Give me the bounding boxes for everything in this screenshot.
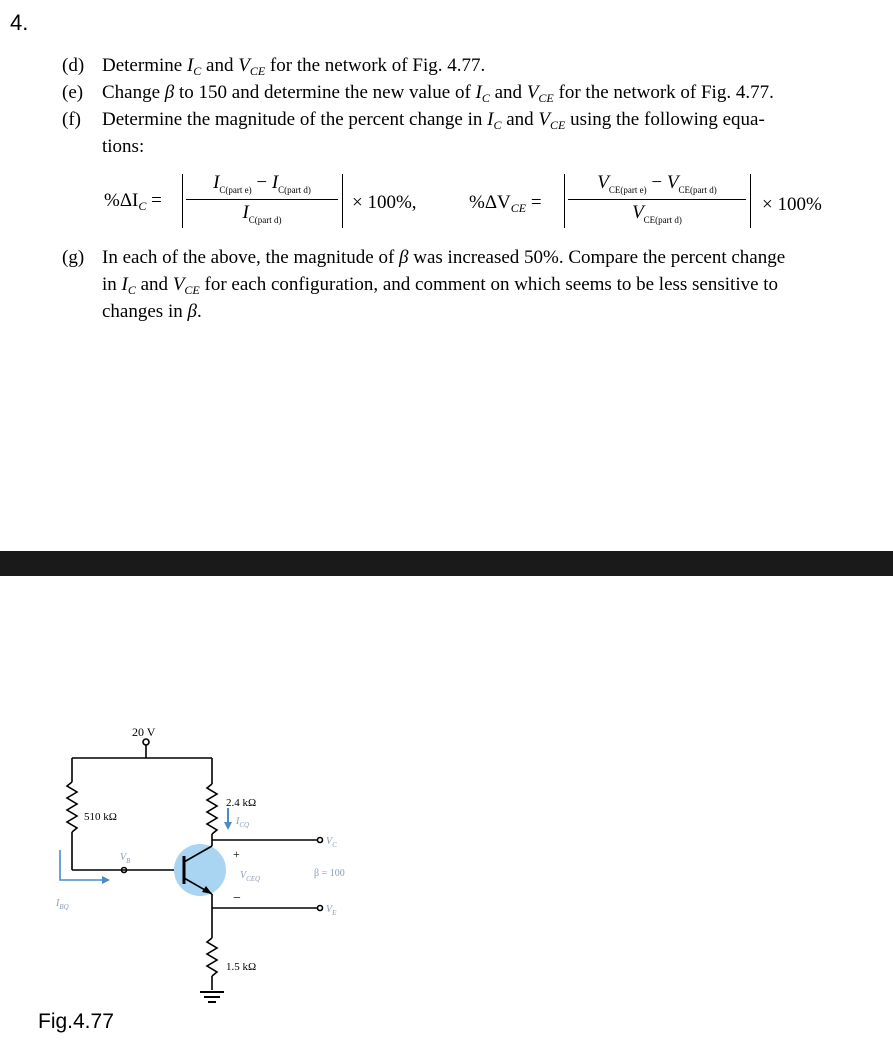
- times-100-left: × 100%,: [352, 192, 417, 213]
- abs-bar-left-1: [182, 174, 183, 228]
- item-f-text-4: tions:: [102, 136, 145, 157]
- item-g-label: (g): [62, 247, 85, 268]
- item-f: [62, 106, 765, 160]
- vce-subscript: CE: [550, 118, 566, 132]
- figure-caption: Fig.4.77: [38, 1010, 114, 1033]
- beta-symbol: β: [164, 82, 175, 103]
- ve-terminal: [318, 906, 323, 911]
- supply-label: 20 V: [132, 725, 156, 739]
- vceq-plus: +: [233, 847, 240, 861]
- vce-symbol: V: [238, 55, 250, 76]
- vceq-minus: −: [233, 891, 241, 906]
- ic-symbol: I: [121, 274, 128, 295]
- ic-symbol: I: [186, 55, 194, 76]
- supply-terminal: [143, 739, 149, 745]
- circuit-diagram: [50, 720, 390, 1010]
- vc-label: $V_C$: [326, 836, 337, 849]
- percent-delta-ic-lhs: $\%\Delta I_C$ =: [104, 190, 162, 213]
- item-e-text-4: for the network of Fig. 4.77.: [553, 82, 774, 103]
- rb-label: 510 kΩ: [84, 811, 117, 823]
- item-f-text-2: and: [501, 109, 539, 130]
- item-e: [62, 79, 774, 106]
- beta-label: β = 100: [314, 868, 345, 879]
- times-100-right: × 100%: [762, 194, 822, 215]
- item-f-text-1: Determine the magnitude of the percent change in: [102, 109, 488, 130]
- item-f-label: (f): [62, 109, 81, 130]
- item-g-line-3: changes in β.: [102, 301, 202, 322]
- vb-label: $V_B$: [120, 852, 131, 865]
- vce-subscript: CE: [249, 64, 266, 78]
- vce-fraction-line: [568, 199, 746, 200]
- ibq-label: $I_{BQ}$: [56, 898, 69, 911]
- re-resistor: [207, 938, 217, 976]
- item-e-text-3: and: [489, 82, 527, 103]
- icq-arrow: [224, 822, 232, 830]
- ic-fraction-line: [186, 199, 338, 200]
- ic-denominator: $I_{C(part d)}$: [242, 202, 282, 225]
- transistor-highlight: [174, 844, 226, 896]
- ve-label: $V_E$: [326, 904, 337, 917]
- question-number: 4.: [10, 10, 29, 35]
- vceq-label: $V_{CEQ}$: [240, 870, 261, 883]
- vce-numerator: $V_{CE(part e)} - V_{CE(part d)}$: [597, 172, 717, 195]
- item-g-line-2: in $I_C$ and $V_{CE}$ for each configuration, and comment on which seems to be less sensitive to: [102, 274, 779, 297]
- percent-delta-vce-lhs: $\%\Delta V_{CE}$ =: [469, 192, 542, 215]
- item-e-label: (e): [62, 82, 84, 103]
- abs-bar-right-2: [750, 174, 751, 228]
- rb-resistor: [67, 782, 77, 832]
- rc-resistor: [207, 784, 217, 834]
- percent-change-formula: [0, 170, 893, 234]
- item-e-text-1: Change: [102, 82, 165, 103]
- item-f-text-3: using the following equa-: [565, 109, 765, 130]
- icq-label: $I_{CQ}$: [236, 816, 250, 829]
- ic-symbol: I: [475, 82, 482, 103]
- beta-symbol: β: [187, 301, 197, 322]
- item-d: [62, 52, 485, 79]
- ic-subscript: C: [193, 64, 202, 78]
- ic-symbol: I: [487, 109, 494, 130]
- vce-symbol: V: [172, 274, 185, 295]
- abs-bar-right-1: [342, 174, 343, 228]
- item-d-label: (d): [62, 55, 85, 76]
- ic-numerator: $I_{C(part e)} - I_{C(part d)}$: [213, 172, 311, 195]
- rc-label: 2.4 kΩ: [226, 797, 257, 809]
- item-g: [62, 244, 785, 325]
- beta-symbol: β: [399, 247, 409, 268]
- vce-symbol: V: [538, 109, 551, 130]
- vce-subscript: CE: [538, 91, 554, 105]
- item-d-text-2: and: [201, 55, 239, 76]
- re-label: 1.5 kΩ: [226, 961, 257, 973]
- item-g-text-1: In each of the above, the magnitude of: [102, 247, 400, 268]
- abs-bar-left-2: [564, 174, 565, 228]
- dark-divider-band: [0, 551, 893, 576]
- vce-denominator: $V_{CE(part d)}$: [632, 202, 682, 225]
- item-d-text-1: Determine: [102, 55, 187, 76]
- item-d-text-3: for the network of Fig. 4.77.: [265, 55, 486, 76]
- item-e-text-2: to 150 and determine the new value of: [174, 82, 476, 103]
- vce-symbol: V: [526, 82, 539, 103]
- ic-subscript: C: [493, 118, 502, 132]
- vc-terminal: [318, 838, 323, 843]
- ic-subscript: C: [481, 91, 490, 105]
- item-g-text-2: was increased 50%. Compare the percent change: [408, 247, 786, 268]
- ibq-arrow: [60, 850, 102, 880]
